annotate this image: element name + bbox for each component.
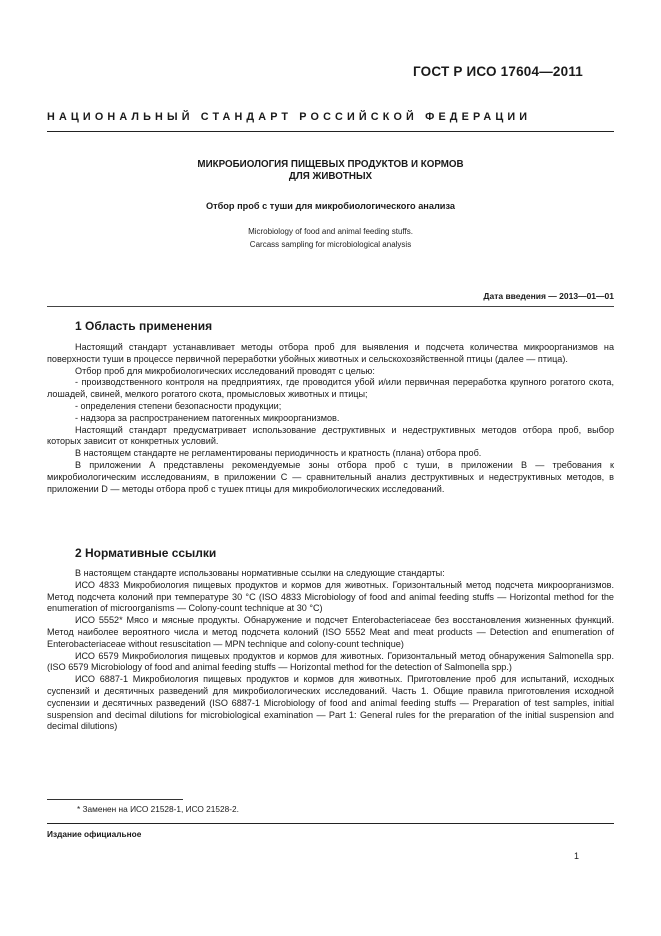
paragraph: В настоящем стандарте использованы нормативные ссылки на следующие стандарты: — [75, 568, 445, 578]
header-divider — [47, 131, 614, 132]
section1-body — [47, 342, 614, 495]
list-item: - производственного контроля на предприятиях, где проводится убой и/или первичная переработка крупного рогатого скота, лошадей, свиней, мелкого рогатого скота, промысловых животных и птицы; — [47, 377, 614, 400]
section1-title: 1 Область применения — [75, 319, 213, 333]
subtitle-ru: Отбор проб с туши для микробиологического анализа — [205, 201, 455, 211]
paragraph: Настоящий стандарт устанавливает методы отбора проб для выявления и подсчета количества микроорганизмов на поверхности туши в процессе первичной переработки убойных животных и сельскохозяйственной птицы (далее — птица). — [47, 342, 614, 364]
standard-code: ГОСТ Р ИСО 17604—2011 — [412, 64, 583, 79]
title-en-line2: Carcass sampling for microbiological analysis — [249, 240, 412, 249]
footer-divider — [47, 823, 614, 824]
title-en — [47, 225, 614, 251]
list-item: - надзора за распространением патогенных микроорганизмов. — [75, 412, 340, 423]
title-ru-line2: ДЛЯ ЖИВОТНЫХ — [288, 171, 373, 182]
national-standard-heading: НАЦИОНАЛЬНЫЙ СТАНДАРТ РОССИЙСКОЙ ФЕДЕРАЦИИ — [47, 111, 532, 123]
paragraph: Настоящий стандарт предусматривает использование деструктивных и недеструктивных методов отбора проб, выбор которых зависит от конкретных условий. — [47, 424, 614, 447]
reference-item: ИСО 5552* Мясо и мясные продукты. Обнаружение и подсчет Enterobacteriaceae без восстановления жизненных функций. Метод наиболее вероятного числа и метод подсчета колоний (ISO 5552 Meat and meat products — Detection and enumeration of Enterobacteriaceae without resuscitation — MPN technique and colony-count technique) — [47, 615, 614, 649]
footnote: * Заменен на ИСО 21528-1, ИСО 21528-2. — [77, 804, 239, 814]
footnote-divider — [47, 799, 183, 800]
date-divider — [47, 306, 614, 307]
section2-title: 2 Нормативные ссылки — [75, 546, 217, 560]
title-en-line1: Microbiology of food and animal feeding stuffs. — [248, 227, 413, 236]
introduction-date: Дата введения — 2013—01—01 — [483, 291, 614, 301]
paragraph: Отбор проб для микробиологических исследований проводят с целью: — [75, 365, 375, 376]
reference-item: ИСО 4833 Микробиология пищевых продуктов и кормов для животных. Горизонтальный метод подсчета микроорганизмов. Метод подсчета колоний при температуре 30 °С (ISO 4833 Microbiology of food and animal feeding stuffs — Horizontal method for the enumeration of microorganisms — Colony-count technique at 30 °C) — [47, 579, 614, 614]
official-edition-label: Издание официальное — [47, 829, 142, 839]
paragraph: В приложении А представлены рекомендуемые зоны отбора проб с туши, в приложении В — требования к микробиологическим исследованиям, в приложении С — сравнительный анализ деструктивных и недеструктивных методов, в приложении D — методы отбора проб с тушек птицы для микробиологических исследований. — [47, 459, 614, 494]
reference-item: ИСО 6579 Микробиология пищевых продуктов и кормов для животных. Горизонтальный метод обнаружения Salmonella spp. (ISO 6579 Microbiology of food and animal feeding stuffs — Horizontal method for the detection of Salmonella spp.) — [47, 650, 614, 673]
paragraph: В настоящем стандарте не регламентированы периодичность и кратность (плана) отбора проб. — [75, 448, 482, 459]
title-block — [47, 159, 614, 251]
page-number: 1 — [573, 851, 579, 861]
section2-body — [47, 568, 614, 733]
list-item: - определения степени безопасности продукции; — [75, 400, 282, 411]
title-ru-line1: МИКРОБИОЛОГИЯ ПИЩЕВЫХ ПРОДУКТОВ И КОРМОВ — [197, 159, 464, 170]
reference-item: ИСО 6887-1 Микробиология пищевых продуктов и кормов для животных. Приготовление проб для испытаний, исходных суспензий и десятичных разведений для микробиологических исследований. Часть 1. Общие правила приготовления исходной суспензии и десятичных разведений (ISO 6887-1 Microbiology of food and animal feeding stuffs — Preparation of test samples, initial suspension and decimal dilutions for microbiological examination — Part 1: General rules for the preparation of the initial suspension and decimal dilutions) — [47, 674, 614, 732]
